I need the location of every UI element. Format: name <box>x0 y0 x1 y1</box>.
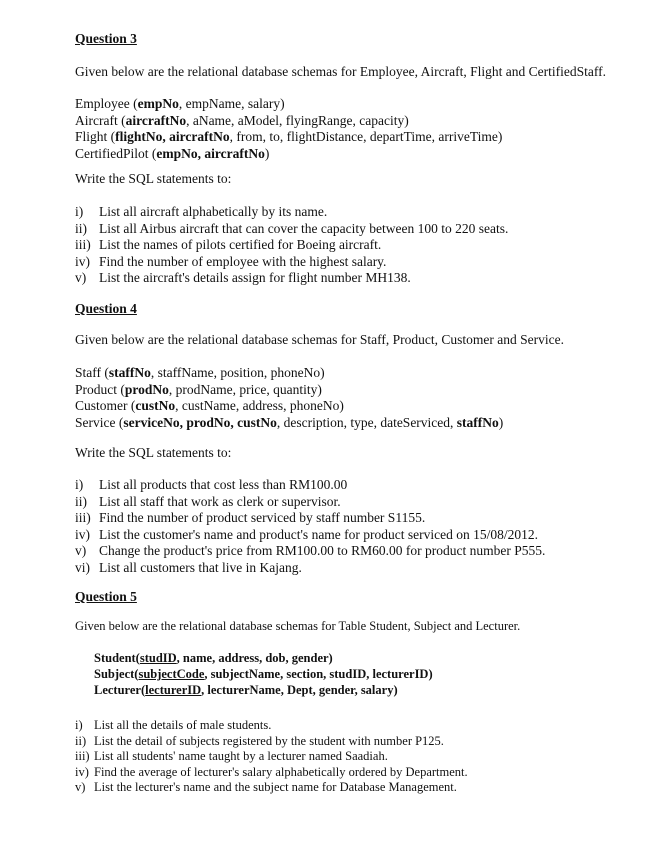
item-text: Find the average of lecturer's salary alphabetically ordered by Department. <box>94 764 468 779</box>
q5-schemas <box>94 650 433 698</box>
list-item <box>75 560 545 577</box>
schema-attrs: , from, to, flightDistance, departTime, arriveTime) <box>229 129 503 144</box>
q3-schema-line <box>75 146 502 163</box>
item-number: iii) <box>75 237 91 252</box>
item-text: List all customers that live in Kajang. <box>99 559 302 575</box>
schema-key: prodNo <box>124 381 169 397</box>
item-number: iv) <box>75 526 90 542</box>
q3-heading: Question 3 <box>75 31 137 46</box>
q3-schemas <box>75 96 502 162</box>
item-text: List all Airbus aircraft that can cover the capacity between 100 to 220 seats. <box>99 220 509 236</box>
schema-key: empNo <box>137 96 179 111</box>
q5-heading: Question 5 <box>75 589 137 604</box>
q5-items <box>75 718 468 796</box>
q3-schema-line <box>75 129 502 146</box>
q4-intro: Given below are the relational database schemas for Staff, Product, Customer and Service. <box>75 332 564 347</box>
q4-schema-line <box>75 415 503 432</box>
schema-attrs: , lecturerName, Dept, gender, salary) <box>201 683 398 697</box>
item-number: iv) <box>75 253 90 269</box>
q3-schema-line <box>75 113 502 130</box>
schema-name: Product ( <box>75 381 125 397</box>
q4-heading: Question 4 <box>75 301 137 316</box>
schema-name: Aircraft ( <box>75 112 126 128</box>
schema-key: aircraftNo <box>125 112 187 128</box>
q3-intro: Given below are the relational database schemas for Employee, Aircraft, Flight and CertifiedStaff. <box>75 64 606 79</box>
schema-attrs: , subjectName, section, studID, lecturerID) <box>204 667 433 681</box>
list-item <box>75 221 508 238</box>
list-item <box>75 270 508 287</box>
schema-attrs: , description, type, dateServiced, <box>276 414 457 430</box>
item-number: ii) <box>75 493 87 509</box>
q4-schemas <box>75 365 503 431</box>
q4-items <box>75 477 545 576</box>
q4-schema-line <box>75 382 503 399</box>
schema-attrs: ) <box>264 145 270 161</box>
schema-attrs: , staffName, position, phoneNo) <box>150 365 325 380</box>
item-text: List the lecturer's name and the subject name for Database Management. <box>94 780 457 794</box>
item-text: List the detail of subjects registered by the student with number P125. <box>94 733 444 748</box>
schema-attrs: , prodName, price, quantity) <box>168 381 322 397</box>
list-item <box>75 543 545 560</box>
item-text: List the names of pilots certified for Boeing aircraft. <box>99 237 382 252</box>
schema-key: staffNo <box>108 365 151 380</box>
list-item <box>75 477 545 494</box>
schema-name: Staff ( <box>75 365 109 380</box>
schema-name: Service ( <box>75 414 124 430</box>
q5-intro: Given below are the relational database schemas for Table Student, Subject and Lecturer. <box>75 619 521 633</box>
item-text: List the customer's name and product's name for product serviced on 15/08/2012. <box>99 526 539 542</box>
schema-name: Flight ( <box>75 129 116 144</box>
schema-key: studID <box>139 651 177 665</box>
list-item <box>75 718 468 734</box>
schema-attrs: Student( <box>94 651 140 665</box>
item-number: iii) <box>75 749 90 763</box>
schema-key: subjectCode <box>138 667 205 681</box>
item-number: iv) <box>75 764 89 779</box>
schema-attrs: Lecturer( <box>94 683 146 697</box>
list-item <box>75 527 545 544</box>
item-number: v) <box>75 543 87 558</box>
schema-attrs: , custName, address, phoneNo) <box>175 398 344 413</box>
schema-name: Employee ( <box>75 96 138 111</box>
q3-prompt: Write the SQL statements to: <box>75 171 232 186</box>
list-item <box>75 204 508 221</box>
item-text: List all aircraft alphabetically by its name. <box>99 204 328 219</box>
list-item <box>75 765 468 781</box>
item-text: List all the details of male students. <box>94 718 272 732</box>
item-number: i) <box>75 718 83 732</box>
schema-attrs: , name, address, dob, gender) <box>176 651 333 665</box>
list-item <box>75 510 545 527</box>
q5-schema-line <box>94 650 433 666</box>
schema-key: serviceNo, prodNo, custNo <box>123 414 277 430</box>
list-item <box>75 494 545 511</box>
item-number: iii) <box>75 510 91 525</box>
item-number: ii) <box>75 220 87 236</box>
schema-key: flightNo, aircraftNo <box>115 129 230 144</box>
list-item <box>75 749 468 765</box>
list-item <box>75 734 468 750</box>
schema-key: lecturerID <box>145 683 202 697</box>
q5-schema-line <box>94 666 433 682</box>
item-number: v) <box>75 270 87 285</box>
schema-attrs: Subject( <box>94 667 139 681</box>
item-text: Change the product's price from RM100.00 to RM60.00 for product number P555. <box>99 543 546 558</box>
list-item <box>75 254 508 271</box>
item-text: List all products that cost less than RM100.00 <box>99 477 348 492</box>
q4-schema-line <box>75 365 503 382</box>
schema-key: staffNo <box>456 414 499 430</box>
q4-schema-line <box>75 398 503 415</box>
schema-attrs: ) <box>498 414 504 430</box>
schema-key: custNo <box>135 398 176 413</box>
schema-attrs: , aName, aModel, flyingRange, capacity) <box>186 112 409 128</box>
schema-name: CertifiedPilot ( <box>75 145 157 161</box>
list-item <box>75 780 468 796</box>
schema-name: Customer ( <box>75 398 136 413</box>
item-text: List all students' name taught by a lecturer named Saadiah. <box>94 749 388 763</box>
item-text: List the aircraft's details assign for flight number MH138. <box>99 270 411 285</box>
q5-schema-line <box>94 682 433 698</box>
item-number: i) <box>75 477 84 492</box>
q3-schema-line <box>75 96 502 113</box>
q3-items <box>75 204 508 287</box>
item-number: i) <box>75 204 84 219</box>
item-number: v) <box>75 780 86 794</box>
item-number: ii) <box>75 733 87 748</box>
item-text: Find the number of product serviced by staff number S1155. <box>99 510 426 525</box>
schema-key: empNo, aircraftNo <box>156 145 265 161</box>
list-item <box>75 237 508 254</box>
item-text: Find the number of employee with the highest salary. <box>99 253 387 269</box>
item-text: List all staff that work as clerk or supervisor. <box>99 493 341 509</box>
q4-prompt: Write the SQL statements to: <box>75 445 232 460</box>
schema-attrs: , empName, salary) <box>178 96 285 111</box>
item-number: vi) <box>75 559 90 575</box>
